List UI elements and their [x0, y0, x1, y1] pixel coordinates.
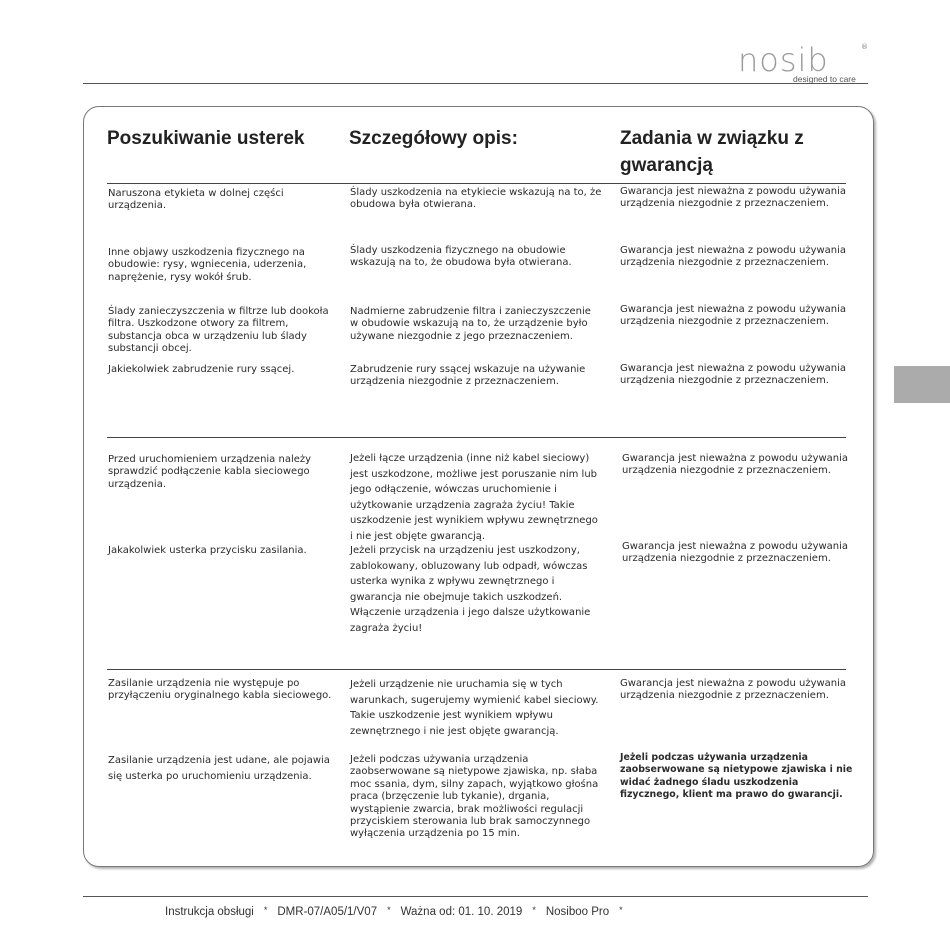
table-row-7-description: Jeżeli urządzenie nie uruchamia się w tych warunkach, sugerujemy wymienić kabel sieciowy. Takie uszkodzenie jest wynikiem wpływu zewnętrznego i nie jest objęte gwarancją.: [350, 679, 599, 737]
table-row-5-description: Jeżeli łącze urządzenia (inne niż kabel sieciowy) jest uszkodzone, możliwe jest poruszanie nim lub jego odłączenie, wówczas uruchomienie i użytkowanie urządzenia zagraża życiu! Takie uszkodzenie jest wynikiem wpływu zewnętrznego i nie jest objęte gwarancją.: [350, 453, 598, 542]
brand-logo: [738, 41, 868, 86]
logo-tagline: designed to care: [793, 74, 856, 84]
footer-product: Nosiboo Pro: [545, 906, 610, 918]
footer-doc-code: DMR-07/A05/1/V07: [277, 906, 378, 918]
table-row-3-problem: Ślady zanieczyszczenia w filtrze lub dookoła filtra. Uszkodzone otwory za filtrem, substancja obca w urządzeniu lub ślady substancji obcej.: [108, 306, 329, 355]
table-row-1-problem: Naruszona etykieta w dolnej części urządzenia.: [108, 188, 284, 212]
table-row-6-problem: Jakakolwiek usterka przycisku zasilania.: [108, 545, 307, 556]
header-divider: [83, 83, 868, 84]
table-row-6-description: Jeżeli przycisk na urządzeniu jest uszkodzony, zablokowany, obluzowany lub odpadł, wówczas usterka wynika z wpływu zewnętrznego i gwarancja nie obejmuje takich uszkodzeń. Włączenie urządzenia i jego dalsze użytkowanie zagraża życiu!: [350, 545, 591, 634]
table-row-8-description: Jeżeli podczas używania urządzenia zaobserwowane są nietypowe zjawiska, np. słaba moc ssania, dym, silny zapach, wyjątkowo głośna praca (brzęczenie lub tykanie), drgania, wystąpienie zwarcia, brak możliwości regulacji przyciskiem sterowania lub brak samoczynnego wyłączenia urządzenia po 15 min.: [350, 754, 599, 840]
section-tab-marker: [894, 366, 950, 403]
table-row-6-warranty: Gwarancja jest nieważna z powodu używania urządzenia niezgodnie z przeznaczeniem.: [622, 541, 849, 565]
table-row-1-warranty: Gwarancja jest nieważna z powodu używania urządzenia niezgodnie z przeznaczeniem.: [620, 186, 847, 210]
section-divider-2: [107, 669, 846, 670]
table-row-5-warranty: Gwarancja jest nieważna z powodu używania urządzenia niezgodnie z przeznaczeniem.: [622, 453, 849, 477]
footer-valid-from: Ważna od: 01. 10. 2019: [400, 906, 523, 918]
column-header-warranty: Zadania w związku z gwarancją: [620, 128, 804, 176]
footer-doc-title: Instrukcja obsługi: [165, 906, 254, 918]
table-row-2-warranty: Gwarancja jest nieważna z powodu używania urządzenia niezgodnie z przeznaczeniem.: [620, 245, 847, 269]
table-row-7-warranty: Gwarancja jest nieważna z powodu używania urządzenia niezgodnie z przeznaczeniem.: [620, 678, 847, 702]
column-header-description: Szczegółowy opis:: [349, 128, 518, 149]
footer-separator: *: [532, 905, 536, 915]
footer-separator: *: [387, 905, 391, 915]
table-row-2-problem: Inne objawy uszkodzenia fizycznego na obudowie: rysy, wgniecenia, uderzenia, naprężenie, rysy wokół śrub.: [108, 247, 307, 283]
footer-separator: *: [263, 905, 268, 915]
table-row-5-problem: Przed uruchomieniem urządzenia należy sprawdzić podłączenie kabla sieciowego urządzenia.: [108, 454, 312, 490]
table-row-3-description: Nadmierne zabrudzenie filtra i zanieczyszczenie w obudowie wskazują na to, że urządzenie było używane niezgodnie z jego przeznaczeniem.: [350, 306, 591, 342]
footer-divider: [83, 896, 868, 897]
table-row-8-warranty: Jeżeli podczas używania urządzenia zaobserwowane są nietypowe zjawiska i nie widać żadnego śladu uszkodzenia fizycznego, klient ma prawo do gwarancji.: [620, 752, 853, 801]
table-row-1-description: Ślady uszkodzenia na etykiecie wskazują na to, że obudowa była otwierana.: [350, 187, 602, 211]
registered-mark: ®: [861, 43, 868, 51]
table-row-4-problem: Jakiekolwiek zabrudzenie rury ssącej.: [108, 364, 295, 375]
header-underline: [107, 183, 846, 184]
table-row-4-warranty: Gwarancja jest nieważna z powodu używania urządzenia niezgodnie z przeznaczeniem.: [620, 363, 847, 387]
table-row-7-problem: Zasilanie urządzenia nie występuje po przyłączeniu oryginalnego kabla sieciowego.: [108, 678, 332, 702]
column-header-problem: Poszukiwanie usterek: [107, 128, 305, 149]
table-row-4-description: Zabrudzenie rury ssącej wskazuje na używanie urządzenia niezgodnie z przeznaczeniem.: [350, 364, 586, 388]
footer-separator: *: [619, 905, 623, 915]
table-row-8-problem: Zasilanie urządzenia jest udane, ale pojawia się usterka po uruchomieniu urządzenia.: [108, 755, 330, 782]
table-row-3-warranty: Gwarancja jest nieważna z powodu używania urządzenia niezgodnie z przeznaczeniem.: [620, 304, 847, 328]
section-divider-1: [107, 437, 846, 438]
logo-wordmark: nosib: [738, 41, 829, 79]
table-row-2-description: Ślady uszkodzenia fizycznego na obudowie wskazują na to, że obudowa była otwierana.: [350, 245, 572, 269]
page-footer: [165, 906, 633, 918]
